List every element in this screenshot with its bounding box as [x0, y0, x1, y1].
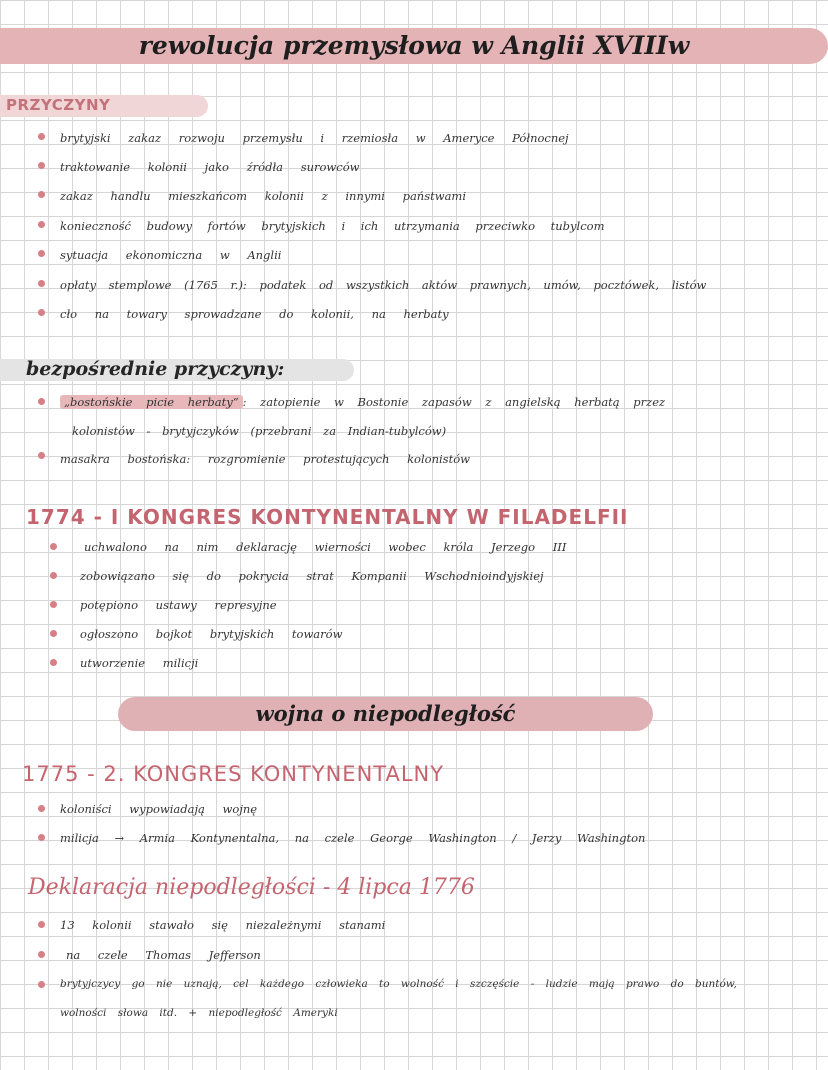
- list-item: zakaz handlu mieszkańcom kolonii z innymi państwami: [60, 189, 467, 203]
- declaration-heading: Deklaracja niepodległości - 4 lipca 1776: [28, 875, 475, 900]
- list-item: potępiono ustawy represyjne: [80, 598, 277, 612]
- bullet-icon: [50, 572, 57, 579]
- bullet-icon: [50, 630, 57, 637]
- list-item: brytyjski zakaz rozwoju przemysłu i rzemiosła w Ameryce Północnej: [60, 131, 569, 145]
- bullet-icon: [38, 981, 45, 988]
- list-item: sytuacja ekonomiczna w Anglii: [60, 248, 282, 262]
- war-heading: wojna o niepodległość: [255, 701, 516, 726]
- list-item: konieczność budowy fortów brytyjskich i ich utrzymania przeciwko tubylcom: [60, 219, 605, 233]
- bullet-icon: [38, 834, 45, 841]
- bullet-icon: [38, 133, 45, 140]
- list-item: cło na towary sprowadzane do kolonii, na herbaty: [60, 307, 449, 321]
- list-item: opłaty stemplowe (1765 r.): podatek od wszystkich aktów prawnych, umów, pocztówek, listów: [60, 278, 707, 292]
- page-title: rewolucja przemysłowa w Anglii XVIIIw: [138, 31, 690, 60]
- bullet-icon: [50, 601, 57, 608]
- list-item: milicja → Armia Kontynentalna, na czele George Washington / Jerzy Washington: [60, 831, 646, 845]
- bullet-icon: [38, 452, 45, 459]
- list-item: koloniści wypowiadają wojnę: [60, 802, 258, 816]
- highlighted-term: „bostońskie picie herbaty”: [60, 395, 243, 409]
- list-item: utworzenie milicji: [80, 656, 199, 670]
- bullet-icon: [38, 309, 45, 316]
- bullet-icon: [38, 398, 45, 405]
- list-item-continuation: kolonistów - brytyjczyków (przebrani za Indian-tubylców): [72, 424, 447, 438]
- congress2-heading: 1775 - 2. KONGRES KONTYNENTALNY: [22, 762, 445, 786]
- bullet-icon: [38, 250, 45, 257]
- causes-heading: PRZYCZYNY: [6, 96, 111, 114]
- list-item: masakra bostońska: rozgromienie protestujących kolonistów: [60, 452, 470, 466]
- list-item: traktowanie kolonii jako źródła surowców: [60, 160, 360, 174]
- bullet-icon: [38, 805, 45, 812]
- list-item: zobowiązano się do pokrycia strat Kompanii Wschodnioindyjskiej: [80, 569, 544, 583]
- bullet-icon: [38, 921, 45, 928]
- congress1-heading: 1774 - I KONGRES KONTYNENTALNY W FILADELFII: [26, 505, 629, 529]
- bullet-icon: [50, 659, 57, 666]
- bullet-icon: [38, 191, 45, 198]
- list-item: brytyjczycy go nie uznają, cel każdego człowieka to wolność i szczęście - ludzie mają prawo do buntów,: [60, 978, 737, 990]
- direct-causes-heading: bezpośrednie przyczyny:: [26, 358, 285, 380]
- list-item-text: : zatopienie w Bostonie zapasów z angielską herbatą przez: [242, 395, 666, 409]
- list-item-continuation: wolności słowa itd. + niepodległość Ameryki: [60, 1007, 338, 1019]
- list-item: ogłoszono bojkot brytyjskich towarów: [80, 627, 343, 641]
- bullet-icon: [38, 280, 45, 287]
- bullet-icon: [50, 543, 57, 550]
- bullet-icon: [38, 951, 45, 958]
- list-item: na czele Thomas Jefferson: [66, 948, 261, 962]
- bullet-icon: [38, 221, 45, 228]
- bullet-icon: [38, 162, 45, 169]
- list-item: uchwalono na nim deklarację wierności wobec króla Jerzego III: [84, 540, 567, 554]
- list-item: [60, 395, 665, 409]
- list-item: 13 kolonii stawało się niezależnymi stanami: [60, 918, 386, 932]
